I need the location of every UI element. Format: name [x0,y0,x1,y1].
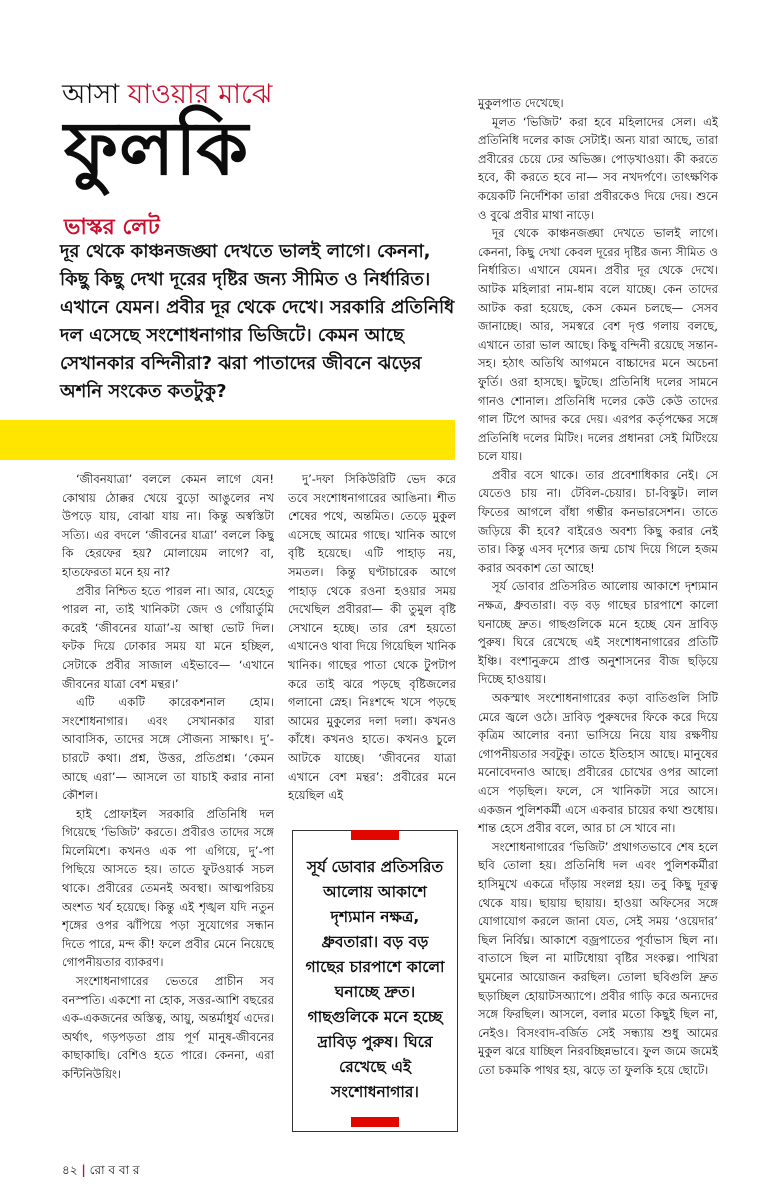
red-accent-bar-top [351,830,399,840]
paragraph: ‘জীবনযাত্রা’ বললে কেমন লাগে যেন! কোথায় ঠোক্কর খেয়ে বুড়ো আঙুলের নখ উপড়ে যায়, বোঝা যায় না। কিন্তু অস্বস্তিটা সত্যি। এর বদলে ‘জীবনের যাত্রা’ বললে কিছু কি হেরফের হয়? মোলায়েম লাগে? বা, হাতফেরতা মনে হয় না? [62,472,274,579]
paragraph: সূর্য ডোবার প্রতিসরিত আলোয় আকাশে দৃশ্যমান নক্ষত্র, ধ্রুবতারা। বড় বড় গাছের চারপাশে কালো ঘনাচ্ছে দ্রুত। গাছগুলিকে মনে হচ্ছে যেন দ্রাবিড় পুরুষ। ঘিরে রেখেছে এই সংশোধনাগারের প্রতিটি ইঞ্চি। বংশানুক্রমে প্রাপ্ত অনুশাসনের বীজ ছড়িয়ে দিচ্ছে হাওয়ায়। [478,579,718,687]
paragraph: দূর থেকে কাঞ্চনজঙ্ঘা দেখতে ভালই লাগে। কেননা, কিছু দেখা কেবল দূরের দৃষ্টির জন্য সীমিত ও নির্ধারিত। এখানে যেমন। প্রবীর দূর থেকে দেখে। আটক মহিলারা নাম-ধাম বলে যাচ্ছে। কেন তাদের আটক করা হয়েছে, কেস কেমন চলছে— সেসব জানাচ্ছে। আর, সমস্বরে বেশ দৃপ্ত গলায় বলছে, এখানে তারা ভাল আছে। কিছু বন্দিনী রয়েছে সন্তান-সহ। হঠাৎ অতিথি আগমনে বাচ্চাদের মনে অচেনা ফুর্তি। ওরা হাসছে। ছুটছে। প্রতিনিধি দলের সামনে গানও শোনাল। প্রতিনিধি দলের কেউ কেউ তাদের গাল টিপে আদর করে দেয়। এরপর কর্তৃপক্ষের সঙ্গে প্রতিনিধি দলের মিটিং। দলের প্রধানরা সেই মিটিংয়ে চলে যায়। [478,226,718,464]
column-3 [478,94,718,1144]
kicker-part1: আসা [62,79,120,110]
kicker-part2: যাওয়ার মাঝে [127,79,273,110]
column-2 [288,470,456,815]
paragraph: এটি একটি কারেকশনাল হোম। সংশোধনাগার। এবং সেখানকার যারা আবাসিক, তাদের সঙ্গে সৌজন্য সাক্ষাৎ। দু’-চারটে কথা। প্রশ্ন, উত্তর, প্রতিপ্রশ্ন। ‘কেমন আছে এরা’— আসলে তা যাচাই করার নানা কৌশল। [62,695,274,803]
paragraph: হাই প্রোফাইল সরকারি প্রতিনিধি দল গিয়েছে ‘ভিজিট’ করতে। প্রবীরও তাদের সঙ্গে মিলেমিশে। কখনও এক পা এগিয়ে, দু’-পা পিছিয়ে আসতে হয়। তাতে ফুটওয়ার্ক সচল থাকে। প্রবীরের তেমনই অবস্থা। আত্মপরিচয় অংশত খর্ব হয়েছে। কিন্তু এই শৃঙ্খল যদি নতুন শৃঙ্গের ওপর ঝাঁপিয়ে পড়া সুযোগের সন্ধান দিতে পারে, মন্দ কী! ফলে প্রবীর মেনে নিয়েছে গোপনীয়তার ব্যাকরণ। [62,806,274,970]
headline: ফুলকি [64,106,250,192]
byline: ভাস্কর লেট [64,215,160,240]
pull-quote-text: সূর্য ডোবার প্রতিসরিত আলোয় আকাশে দৃশ্যমান নক্ষত্র, ধ্রুবতারা। বড় বড় গাছের চারপাশে কালো ঘনাচ্ছে দ্রুত। গাছগুলিকে মনে হচ্ছে দ্রাবিড় পুরুষ। ঘিরে রেখেছে এই সংশোধনাগার। [305,858,445,1101]
paragraph: প্রবীর বসে থাকে। তার প্রবেশাধিকার নেই। সে যেতেও চায় না। টেবিল-চেয়ার। চা-বিস্কুট। লাল ফিতের আগলে বাঁধা গম্ভীর কনভারসেশন। তাতে জড়িয়ে কী হবে? বাইরেও অবশ্য কিছু করার নেই তার। কিন্তু এসব দৃশ্যের জন্ম চোখ দিয়ে গিলে হজম করার অবকাশ তো আছে! [478,467,718,575]
paragraph: প্রবীর নিশ্চিত হতে পারল না। আর, যেহেতু পারল না, তাই খানিকটা জেদ ও গোঁয়ার্তুমি করেই ‘জীবনের যাত্রা’-য় আস্থা ভোট দিল। ফটক দিয়ে ঢোকার সময় যা মনে হচ্ছিল, সেটাকে প্রবীর সাজাল এইভাবে— ‘এখানে জীবনের যাত্রা বেশ মন্থর।’ [62,583,274,691]
pull-quote-box [292,830,458,1132]
decorative-yellow-band [0,420,455,460]
page-folio [62,1162,139,1182]
paragraph: অকস্মাৎ সংশোধনাগারের কড়া বাতিগুলি সিটি মেরে জ্বলে ওঠে। দ্রাবিড় পুরুষদের ফিকে করে দিয়ে কৃত্রিম আলোর বন্যা ভাসিয়ে নিয়ে যায় রক্ষণীয় গোপনীয়তার সবটুকু। তাতে ইতিহাস আছে। মানুষের মনোবেদনাও আছে। প্রবীরের চোখের ওপর আলো এসে পড়ছিল। ফলে, সে খানিকটা সরে আসে। একজন পুলিশকর্মী এসে একবার চায়ের কথা শুধোয়। শান্ত হেসে প্রবীর বলে, আর চা সে খাবে না। [478,691,718,836]
paragraph: সংশোধনাগারের ‘ভিজিট’ প্রথাগতভাবে শেষ হলে ছবি তোলা হয়। প্রতিনিধি দল এবং পুলিশকর্মীরা হাসিমুখে একত্রে দাঁড়ায় সংলগ্ন হয়। তবু কিছু দূরত্ব থেকে যায়। ছায়ায় ছায়ায়। হাওয়া অফিসের সঙ্গে যোগাযোগ করলে জানা যেত, সেই সময় ‘ওয়েদার’ ছিল নির্বিঘ্ন। আকাশে বজ্রপাতের পূর্বাভাস ছিল না। বাতাসে ছিল না মাটিধোয়া বৃষ্টির সংকল্প। পাখিরা ঘুমনোর আয়োজন করছিল। তোলা ছবিগুলি দ্রুত ছড়াচ্ছিল হোয়াটসঅ্যাপে। প্রবীর গাড়ি করে অন্যদের সঙ্গে ফিরছিল। আসলে, বলার মতো কিছুই ছিল না, নেইও। বিসংবাদ-বর্জিত সেই সন্ধ্যায় শুধু আমের মুকুল ঝরে যাচ্ছিল নিরবচ্ছিন্নভাবে। ফুল জমে জমেই তো চকমকি পাথর হয়, ঝড়ে তা ফুলকি হয়ে ছোটে। [478,839,718,1077]
red-accent-bar-bottom [351,1117,399,1127]
paragraph: সংশোধনাগারের ভেতরে প্রাচীন সব বনস্পতি। একশো না হোক, সত্তর-আশি বছরের এক-একজনের অস্তিত্ব, আয়ু, অন্তর্মাধুর্য এদের। অর্থাৎ, গড়পড়তা প্রায় পূর্ণ মানুষ-জীবনের কাছাকাছি। বেশিও হতে পারে। কেননা, এরা কন্টিনিউয়িং। [62,974,274,1081]
intro-paragraph: দূর থেকে কাঞ্চনজঙ্ঘা দেখতে ভালই লাগে। কেননা, কিছু কিছু দেখা দূরের দৃষ্টির জন্য সীমিত ও নির্ধারিত। এখানে যেমন। প্রবীর দূর থেকে দেখে। সরকারি প্রতিনিধি দল এসেছে সংশোধনাগার ভিজিটে। কেমন আছে সেখানকার বন্দিনীরা? ঝরা পাতাদের জীবনে ঝড়ের অশনি সংকেত কতটুকু? [60,241,455,402]
page-number: ৪২ [62,1163,78,1177]
column-1 [62,470,274,1130]
paragraph: মূলত ‘ভিজিট’ করা হবে মহিলাদের সেল। এই প্রতিনিধি দলের কাজ সেটাই। অন্য যারা আছে, তারা প্রবীরের চেয়ে ঢের অভিজ্ঞ। পোড়খাওয়া। কী করতে হবে, কী করতে হবে না— সব নখদর্পণে। তাৎক্ষণিক কয়েকটি নির্দেশিকা তারা প্রবীরকেও দিয়ে দেয়। শুনে ও বুঝে প্রবীর মাথা নাড়ে। [478,114,718,222]
folio-separator: | [81,1163,86,1177]
magazine-name: রো ব বা র [89,1163,140,1177]
paragraph: দু’-দফা সিকিউরিটি ভেদ করে তবে সংশোধনাগারের আঙিনা। শীত শেষের পথে, অন্তমিত। তেড়ে মুকুল এসেছে আমের গাছে। খানিক আগে বৃষ্টি হয়েছে। এটি পাহাড় নয়, সমতল। কিন্তু ঘণ্টাচারেক আগে পাহাড় থেকে রওনা হওয়ার সময় দেখেছিল প্রবীররা— কী তুমুল বৃষ্টি সেখানে হচ্ছে। তার রেশ হয়তো এখানেও থাবা দিয়ে গিয়েছিল খানিক খানিক। গাছের পাতা থেকে টুপটাপ করে তাই ঝরে পড়ছে বৃষ্টিজলের গলানো স্নেহ। নিঃশব্দে খসে পড়ছে আমের মুকুলের দলা দলা। কখনও কাঁধে। কখনও হাতে। কখনও চুলে আটকে যাচ্ছে। ‘জীবনের যাত্রা এখানে বেশ মন্থর’: প্রবীরের মনে হয়েছিল এই [288,472,456,803]
paragraph: মুকুলপাত দেখেছে। [478,96,564,110]
